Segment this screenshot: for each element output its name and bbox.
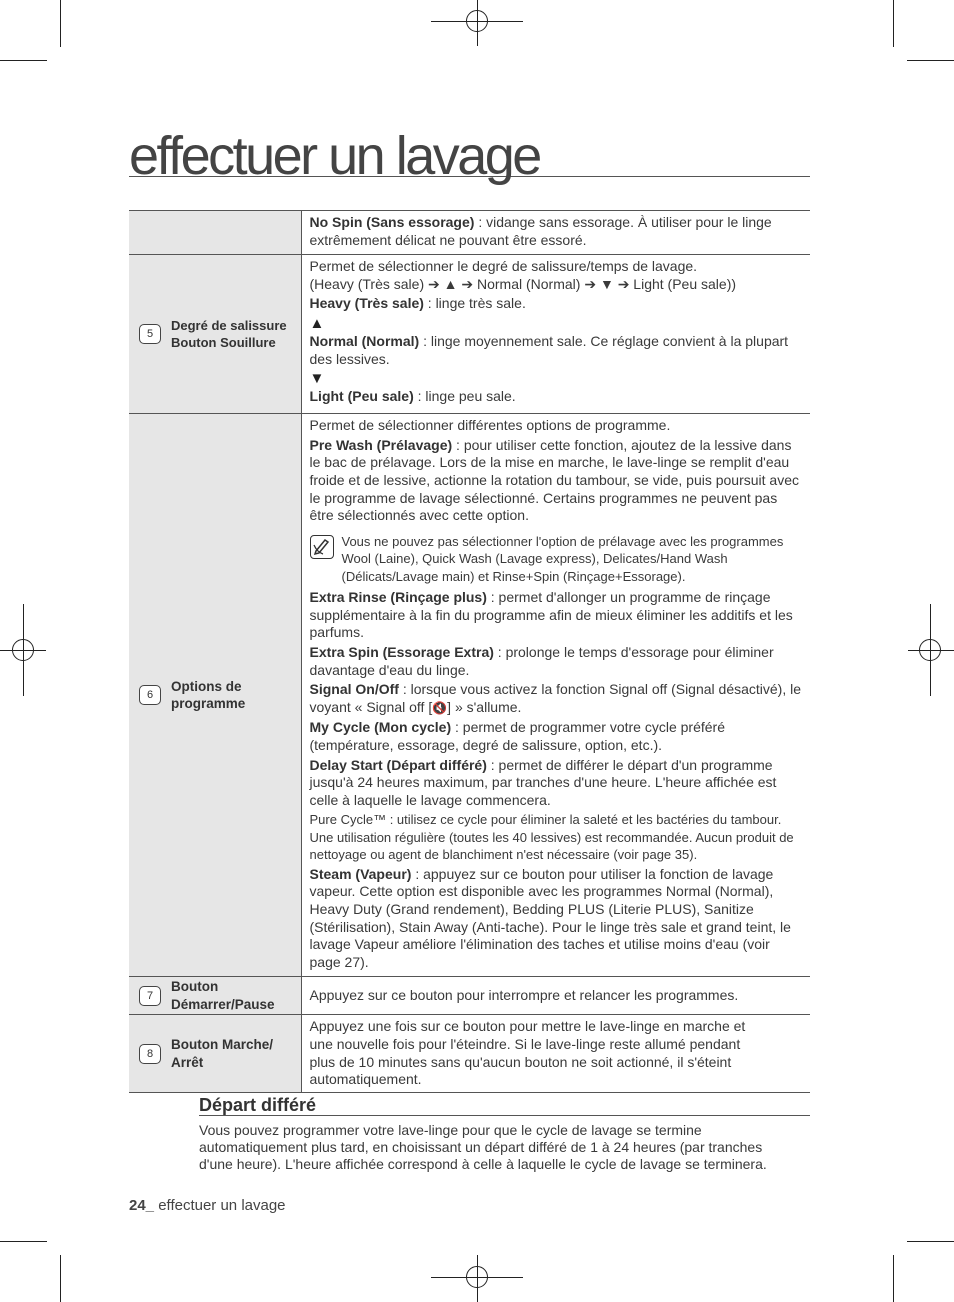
definition: : linge très sale.: [423, 295, 526, 312]
term: Heavy (Très sale): [309, 295, 424, 312]
definition: : permet de différer le départ d'un programme jusqu'à 24 heures maximum, par tranches d'une heure. L'heure affichée est celle à laquelle le lavage commencera.: [309, 756, 777, 808]
footer-text: effectuer un lavage: [154, 1197, 286, 1214]
row-description: [301, 211, 810, 255]
item-label: Bouton Démarrer/Pause: [171, 979, 275, 1012]
definition: : utilisez ce cycle pour éliminer la saleté et les bactéries du tambour. Une utilisation régulière (toutes les 40 lessives) est recommandée. Aucun produit de nettoyage ou agent de blanchiment n'est nécessaire (voir page 35).: [309, 812, 794, 863]
intro-text: Permet de sélectionner différentes options de programme.: [309, 417, 671, 434]
table-row: [129, 211, 810, 255]
definition: : prolonge le temps d'essorage pour éliminer davantage d'eau du linge.: [309, 644, 774, 678]
crop-mark: [893, 0, 894, 47]
crop-mark: [893, 1255, 894, 1302]
term: Normal (Normal): [309, 332, 420, 349]
row-description: [301, 255, 810, 414]
definition: ] » s'allume.: [447, 698, 522, 715]
term: No Spin (Sans essorage): [309, 214, 475, 230]
term: Steam (Vapeur): [309, 865, 412, 882]
section-title: Départ différé: [199, 1094, 810, 1116]
crop-mark: [907, 1241, 954, 1242]
definition: : linge moyennement sale. Ce réglage convient à la plupart des lessives.: [309, 332, 789, 367]
term: Extra Spin (Essorage Extra): [309, 644, 494, 661]
table-row: [129, 977, 810, 1015]
note-box: [310, 533, 803, 586]
section-body: Vous pouvez programmer votre lave-linge pour que le cycle de lavage se termine automatiquement plus tard, en choisissant un départ différé de 1 à 24 heures (par tranches d'une heure). L'heure affichée correspond à celle à laquelle le cycle de lavage se terminera.: [199, 1122, 767, 1172]
registration-mark: [919, 639, 941, 661]
item-label: Degré de salissure Bouton Souillure: [171, 317, 287, 351]
term: Pre Wash (Prélavage): [309, 436, 453, 453]
row-label-cell: [129, 211, 301, 255]
term: Delay Start (Départ différé): [309, 756, 487, 773]
item-label: Options de programme: [171, 678, 246, 712]
registration-mark: [466, 10, 488, 32]
term: Pure Cycle™: [309, 812, 387, 828]
intro-text: Permet de sélectionner le degré de salissure/temps de lavage.: [309, 258, 698, 275]
definition: : permet de programmer votre cycle préféré (température, essorage, degré de salissure, option, etc.).: [309, 719, 725, 753]
sequence-text: (Heavy (Très sale) ➔ ▲ ➔ Normal (Normal) ➔ ▼ ➔ Light (Peu sale)): [309, 275, 737, 292]
item-number-badge: 7: [139, 986, 161, 1006]
up-arrow-icon: ▲: [309, 314, 325, 332]
definition: : vidange sans essorage. À utiliser pour le linge extrêmement délicat ne pouvant être essoré.: [309, 214, 772, 248]
definition: : lorsque vous activez la fonction Signal off (Signal désactivé), le voyant « Signal off [: [309, 681, 802, 715]
row-label-cell: [129, 414, 301, 977]
term: Light (Peu sale): [309, 388, 414, 405]
definition: : permet d'allonger un programme de rinçage supplémentaire à la fin du programme afin de mieux éliminer les additifs et les parfums.: [309, 589, 793, 641]
page-title: effectuer un lavage: [129, 126, 810, 177]
note-pencil-icon: [310, 535, 334, 559]
registration-mark: [466, 1266, 488, 1288]
crop-mark: [0, 1241, 47, 1242]
page-number: 24_: [129, 1197, 155, 1214]
definition: : appuyez sur ce bouton pour utiliser la fonction de lavage vapeur. Cette option est disponible avec les programmes Normal (Normal), Heavy Duty (Grand rendement), Bedding PLUS (Literie PLUS), Sanitize (Stérilisation), Stain Away (Anti-tache). Pour le linge très sale et grand teint, le lavage Vapeur améliore l'élimination des taches et utilise moins d'eau (voir page 27).: [309, 865, 791, 970]
row-label-cell: [129, 1015, 301, 1092]
controls-table: [129, 210, 810, 1093]
term: Signal On/Off: [309, 681, 399, 698]
row-description: [301, 977, 810, 1015]
note-text: Vous ne pouvez pas sélectionner l'option de prélavage avec les programmes Wool (Laine), Quick Wash (Lavage express), Delicates/Hand Wash (Délicats/Lavage main) et Rinse+Spin (Rinçage+Essorage).: [341, 533, 784, 584]
definition: : pour utiliser cette fonction, ajoutez de la lessive dans le bac de prélavage. Lors de la mise en marche, le lave-linge se remplit d'eau froide et de lessive, actionne la rotation du tambour, se vide, puis poursuit avec le programme de lavage sélectionné. Certains programmes ne peuvent pas être sélectionnés avec cette option.: [309, 436, 800, 524]
definition: : linge peu sale.: [413, 388, 516, 405]
registration-mark: [12, 639, 34, 661]
description-text: Appuyez sur ce bouton pour interrompre et relancer les programmes.: [309, 987, 739, 1004]
crop-mark: [60, 1255, 61, 1302]
crop-mark: [60, 0, 61, 47]
row-description: [301, 1015, 810, 1092]
table-row: [129, 255, 810, 414]
table-row: [129, 414, 810, 977]
mute-icon: 🔇: [432, 700, 448, 715]
row-description: [301, 414, 810, 977]
crop-mark: [0, 60, 47, 61]
term: My Cycle (Mon cycle): [309, 719, 452, 736]
item-number-badge: 8: [139, 1044, 161, 1064]
item-number-badge: 5: [139, 324, 161, 344]
item-number-badge: 6: [139, 685, 161, 705]
page-footer: [129, 1197, 286, 1214]
description-text: Appuyez une fois sur ce bouton pour mettre le lave-linge en marche et une nouvelle fois pour l'éteindre. Si le lave-linge reste allumé pendant plus de 10 minutes sans qu'aucun bouton ne soit actionné, il s'éteint automatiquement.: [309, 1018, 746, 1088]
down-arrow-icon: ▼: [309, 370, 325, 388]
row-label-cell: [129, 255, 301, 414]
table-row: [129, 1015, 810, 1092]
term: Extra Rinse (Rinçage plus): [309, 589, 487, 606]
crop-mark: [907, 60, 954, 61]
row-label-cell: [129, 977, 301, 1015]
item-label: Bouton Marche/ Arrêt: [171, 1037, 274, 1070]
